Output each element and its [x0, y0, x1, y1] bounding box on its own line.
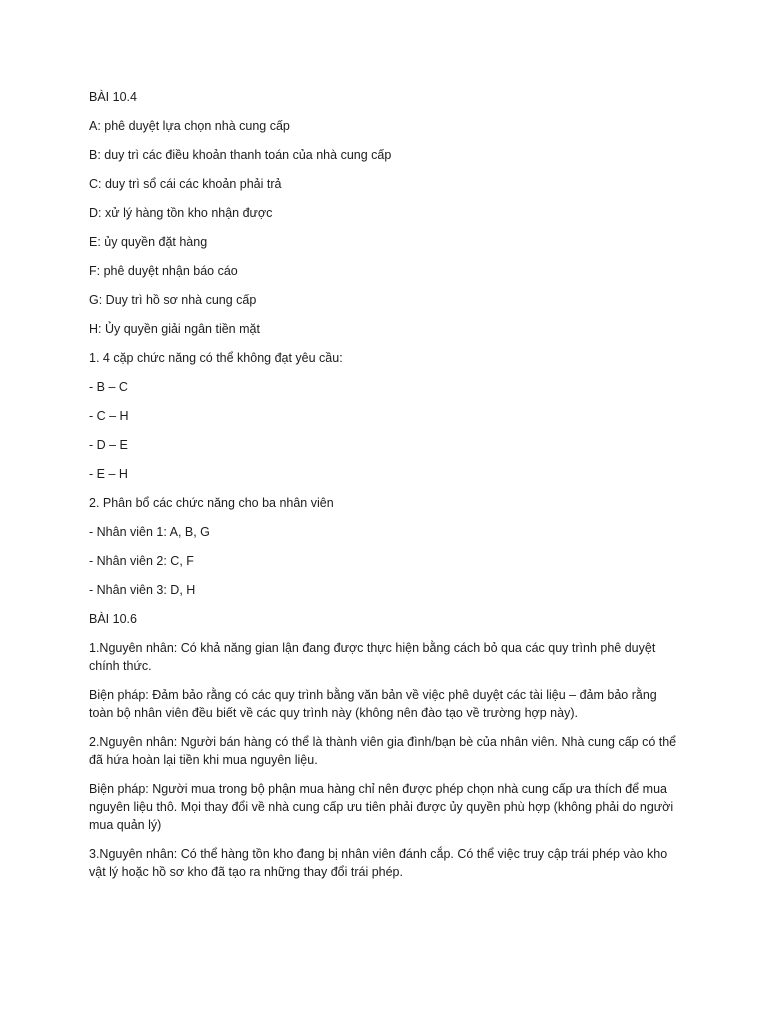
measure-2: Biện pháp: Người mua trong bộ phận mua hàng chỉ nên được phép chọn nhà cung cấp ưa thích để mua nguyên liệu thô. Mọi thay đổi về nhà cung cấp ưu tiên phải được ủy quyền phù hợp (không phải do người mua quản lý) [89, 782, 674, 832]
cause-3: 3.Nguyên nhân: Có thể hàng tồn kho đang bị nhân viên đánh cắp. Có thể việc truy cập trái phép vào kho vật lý hoặc hồ sơ kho đã tạo ra những thay đổi trái phép. [89, 847, 668, 879]
function-a: A: phê duyệt lựa chọn nhà cung cấp [89, 119, 290, 133]
function-h: H: Ủy quyền giải ngân tiền mặt [89, 322, 260, 336]
employee-3: - Nhân viên 3: D, H [89, 583, 196, 597]
measure-1: Biện pháp: Đảm bảo rằng có các quy trình bằng văn bản về việc phê duyệt các tài liệu – đảm bảo rằng toàn bộ nhân viên đều biết về các quy trình này (không nên đào tạo về trường hợp này). [89, 688, 657, 720]
pair-b-c: - B – C [89, 380, 128, 394]
pair-e-h: - E – H [89, 467, 128, 481]
function-b: B: duy trì các điều khoản thanh toán của nhà cung cấp [89, 148, 392, 162]
question-2: 2. Phân bổ các chức năng cho ba nhân viên [89, 496, 334, 510]
document-body [89, 88, 679, 892]
question-1: 1. 4 cặp chức năng có thể không đạt yêu cầu: [89, 351, 343, 365]
cause-1: 1.Nguyên nhân: Có khả năng gian lận đang được thực hiện bằng cách bỏ qua các quy trình phê duyệt chính thức. [89, 641, 656, 673]
cause-2: 2.Nguyên nhân: Người bán hàng có thể là thành viên gia đình/bạn bè của nhân viên. Nhà cung cấp có thể đã hứa hoàn lại tiền khi mua nguyên liệu. [89, 735, 677, 767]
function-f: F: phê duyệt nhận báo cáo [89, 264, 238, 278]
heading-bai-10-4: BÀI 10.4 [89, 90, 137, 104]
pair-c-h: - C – H [89, 409, 129, 423]
employee-2: - Nhân viên 2: C, F [89, 554, 194, 568]
function-g: G: Duy trì hồ sơ nhà cung cấp [89, 293, 257, 307]
heading-bai-10-6: BÀI 10.6 [89, 612, 137, 626]
function-d: D: xử lý hàng tồn kho nhận được [89, 206, 273, 220]
function-c: C: duy trì sổ cái các khoản phải trả [89, 177, 282, 191]
pair-d-e: - D – E [89, 438, 128, 452]
employee-1: - Nhân viên 1: A, B, G [89, 525, 210, 539]
function-e: E: ủy quyền đặt hàng [89, 235, 208, 249]
